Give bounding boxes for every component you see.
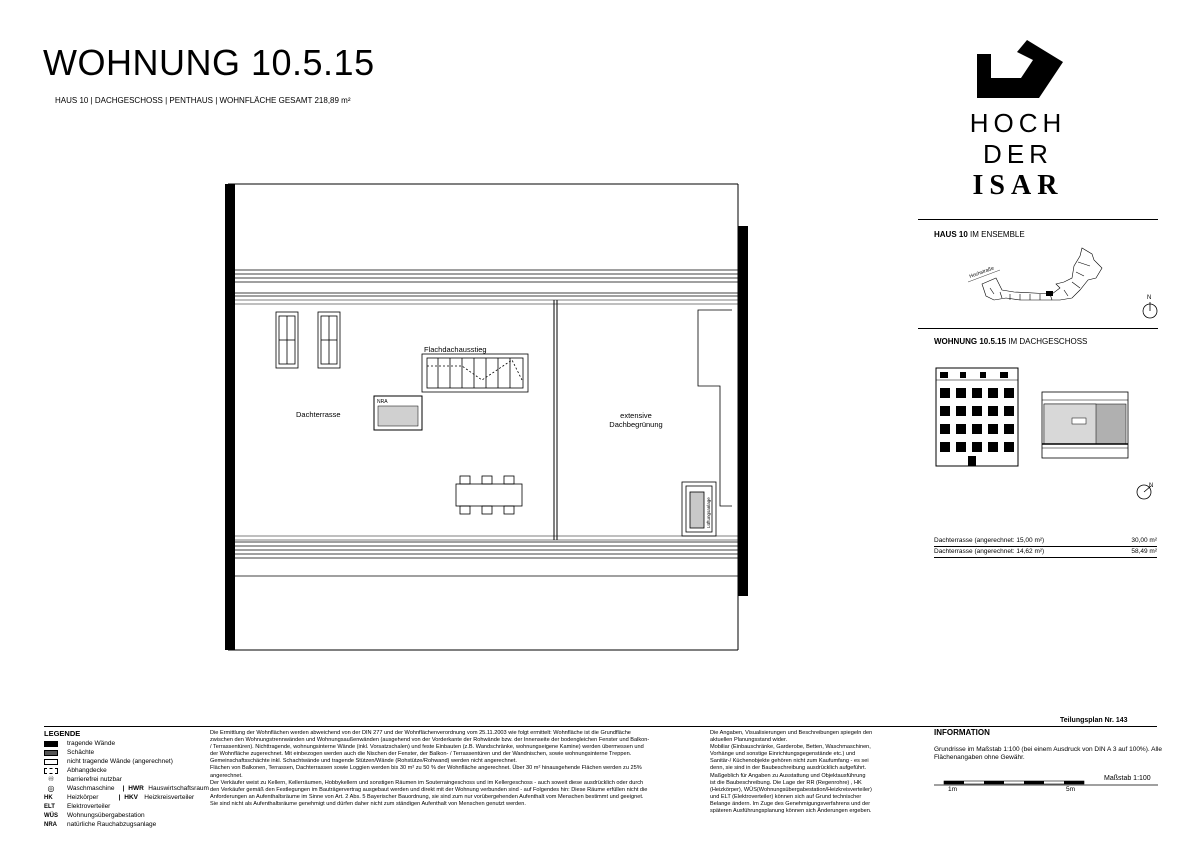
roof-key-plan <box>1040 390 1130 470</box>
street-label: Hochstraße <box>968 265 995 280</box>
disclaimer-notes: Die Angaben, Visualisierungen und Beschreibungen spiegeln den aktuellen Planungsstand wider. Mobiliar (Einbauschränke, Garderobe, Betten, Waschmaschinen, Vorhänge und sonstige Einrichtungsgegenstände etc.) und Sanitär-/ Küchenobjekte gehören nicht zum Kaufumfang - es sei denn, sie sind in der Baubeschreibung ausdrücklich aufgeführt. Maßgeblich für Angaben zu Ausstattung und Objektausführung ist die Baubeschreibung. Die Lage der RR (Regenrohre) , HK (Heizkörper), WÜS(Wohnungsübergabestation/Heizkreisverteiler) und ELT (Elektroverteiler) können sich auf Grund technischer Belange ändern. Im Zuge des Genehmigungsverfahrens und der späteren Ausführungsplanung können sich Änderungen ergeben. <box>710 730 873 815</box>
washing-machine-icon: ◎ <box>47 784 55 793</box>
compass-icon <box>1134 480 1158 502</box>
legend-item: ♾ barrierefrei nutzbar <box>44 775 122 784</box>
non-bearing-wall-icon <box>44 759 58 765</box>
ventilation-label: Lüftungsanlage <box>706 497 711 528</box>
legend-item: WÜS Wohnungsübergabestation <box>44 812 145 819</box>
north-label: N <box>1147 295 1152 301</box>
legend-item: ◎ Waschmaschine | HWR Hauswirtschaftsraum <box>44 784 209 793</box>
logo-line-2: DER <box>983 139 1053 169</box>
logo-mark-icon <box>977 40 1063 98</box>
roof-hatch <box>422 354 528 392</box>
shaft-icon <box>44 750 58 756</box>
legend-item: ELT Elektroverteiler <box>44 803 111 810</box>
floor-plan <box>222 180 752 660</box>
legend-item: HK Heizkörper | HKV Heizkreisverteiler <box>44 794 195 801</box>
area-calculation-notes: Die Ermittlung der Wohnflächen werden abweichend von der DIN 277 und der Wohnflächenverordnung vom 25.11.2003 wie folgt ermittelt: Wohnfläche ist die Grundfläche zwischen den Wohnungstrennwänden und Wohnungsaußenwänden (ausgehend von der Vorderkante der Rohwände bzw. der Innenseite der bodengleichen Fenster und Balkon- / Terrassentüren). Nichttragende, wohnungsinterne Wände (inkl. Vorsatzschalen) und feste Einbauten (z.B. Wandschränke, wohnungseigene Kamine) werden übermessen und der Wohnfläche zugerechnet. Mit einbezogen werden auch die Nischen der Fenster, der Balkon- / Terrassentüren und der Wandnischen, sowie wohnungsinterne Treppen. Gemeinschaftsschächte inkl. Schachtwände und tragende Stützen/Wände (Rohstütze/Rohwand) werden nicht angerechnet. Flächen von Balkonen, Terrassen, Dachterrassen sowie Loggien werden bis 30 m² zu 50 % der Wohnfläche angerechnet. Über 30 m² hinausgehende Flächen werden zu 25% angerechnet. Der Verkäufer weist zu Kellern, Kellerräumen, Hobbykellern und sonstigen Räumen im Souterraingeschoss und im Kellergeschoss - auch soweit diese ausdrücklich oder durch den Verkäufer gemäß den Festlegungen im Bauträgervertrag ausgebaut werden und direkt mit der Wohnung verbunden sind - auf Folgendes hin: Diese Räume erfüllen nicht die Anforderungen an Aufenthaltsräume im Sinne von Art. 2 Abs. 5 Bayerischer Bauordnung, sie sind zum nur vorübergehenden Aufenthalt vom Menschen bestimmt und geeignet. Sie sind nicht als Aufenthaltsräume genehmigt und dürfen daher nicht zum ständigen Aufenthalt von Menschen genutzt werden. <box>210 730 650 807</box>
information-text: Grundrisse im Maßstab 1:100 (bei einem Ausdruck von DIN A 3 auf 100%). Alle Flächenangaben ohne Gewähr. <box>934 746 1162 761</box>
svg-text:N: N <box>1149 483 1154 489</box>
legend-title: LEGENDE <box>44 729 81 738</box>
sun-lounger <box>276 312 298 368</box>
page-subtitle: HAUS 10 | DACHGESCHOSS | PENTHAUS | WOHNFLÄCHE GESAMT 218,89 m² <box>55 96 351 105</box>
sun-lounger <box>318 312 340 368</box>
divider <box>918 219 1158 220</box>
scale-1m-label: 1m <box>948 786 958 793</box>
divider <box>934 557 1157 558</box>
logo-line-1: HOCH <box>969 108 1067 138</box>
terrace-label: Dachterrasse <box>296 410 341 419</box>
legend-item: Abhangdecke <box>44 766 107 775</box>
greening-label: extensive <box>620 411 652 420</box>
ensemble-site-plan <box>960 238 1160 322</box>
wheelchair-icon: ♾ <box>47 776 55 783</box>
apartment-label: WOHNUNG 10.5.15 IM DACHGESCHOSS <box>934 337 1088 346</box>
bearing-wall <box>738 226 748 596</box>
legend-item: tragende Wände <box>44 739 115 748</box>
plan-number: Teilungsplan Nr. 143 <box>1060 717 1128 724</box>
scale-5m-label: 5m <box>1066 786 1076 793</box>
area-row: Dachterrasse (angerechnet: 15,00 m²) 30,00 m² <box>934 537 1157 544</box>
page-title: WOHNUNG 10.5.15 <box>43 42 375 83</box>
logo-text <box>960 108 1076 202</box>
building-elevation <box>934 366 1022 470</box>
scale-bar <box>934 776 1158 800</box>
bearing-wall-icon <box>44 741 58 747</box>
roof-hatch-label: Flachdachausstieg <box>424 345 487 354</box>
scale-label: Maßstab 1:100 <box>1104 775 1151 782</box>
suspended-ceiling-icon <box>44 768 58 774</box>
legend-item: NRA natürliche Rauchabzugsanlage <box>44 821 157 828</box>
logo-line-3: ISAR <box>972 170 1064 201</box>
nra-label: NRA <box>377 399 388 405</box>
dining-table <box>456 476 522 514</box>
information-title: INFORMATION <box>934 728 990 737</box>
ensemble-label: HAUS 10 IM ENSEMBLE <box>934 230 1025 239</box>
divider <box>934 546 1157 547</box>
area-row: Dachterrasse (angerechnet: 14,62 m²) 58,49 m² <box>934 548 1157 555</box>
legend-item: nicht tragende Wände (angerechnet) <box>44 757 173 766</box>
bearing-wall <box>225 184 235 650</box>
legend-item: Schächte <box>44 748 94 757</box>
footer-divider <box>44 726 1157 727</box>
divider <box>918 328 1158 329</box>
greening-label: Dachbegrünung <box>609 420 663 429</box>
